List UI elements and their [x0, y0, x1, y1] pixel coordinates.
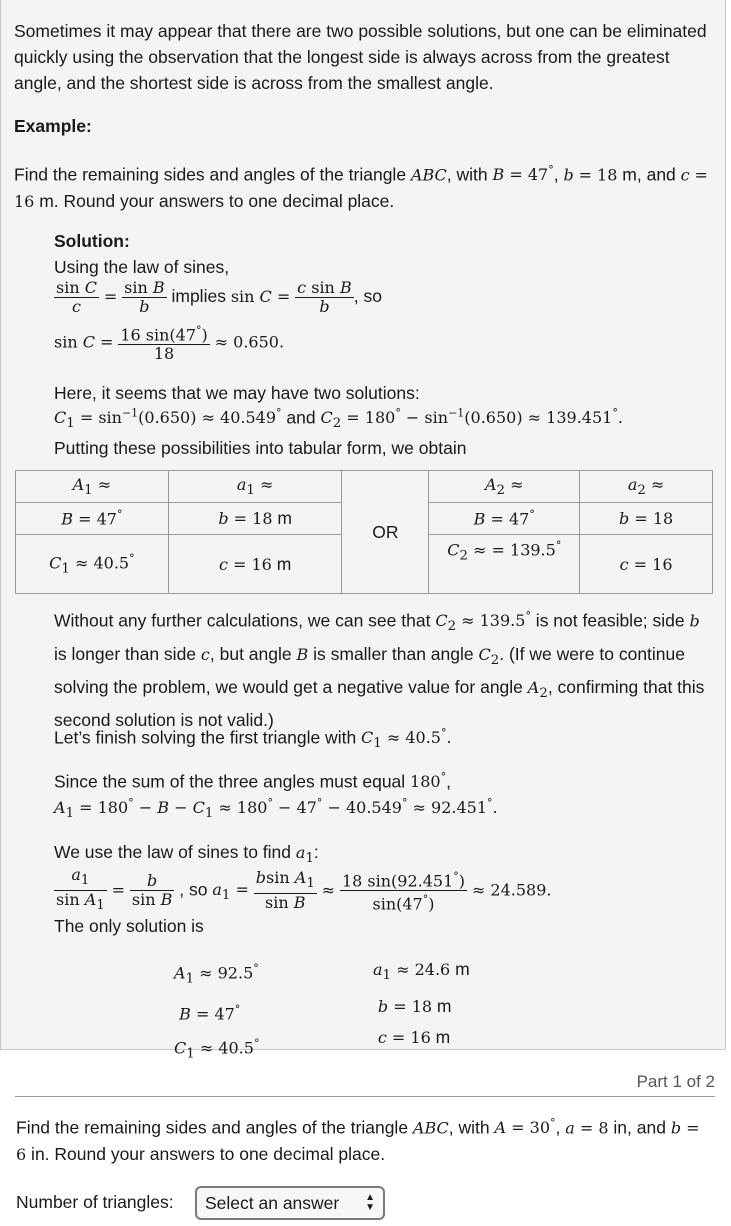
- intro-text: Sometimes it may appear that there are two possible solutions, but one can be eliminated quickly using the observation that the longest side is always across from the greatest angle, and the shortest side is across from the smallest angle.: [14, 21, 707, 93]
- sum-text: Since the sum of the three angles must equal 180°,: [54, 771, 451, 792]
- final-a1: $a_1 \approx 24.6$ m: [373, 959, 470, 984]
- A1-calc: $A_1 = 180^\circ - B - C_1 \approx 180^\circ - 47^\circ - 40.549^\circ \approx 92.451^\circ$.: [54, 797, 498, 822]
- final-c: c = 16 m: [377, 1027, 451, 1048]
- updown-arrow-icon: ▲ ▼: [365, 1192, 375, 1213]
- only-solution-text: The only solution is: [54, 916, 204, 936]
- final-A1: $A_1 \approx 92.5^\circ$: [174, 962, 259, 987]
- final-sides: [373, 954, 470, 1053]
- final-B: B = 47°: [179, 1002, 241, 1023]
- a1-equation: $\frac{a_1}{\sin A_1}$ = $\frac{b}{\text{sin B}}$ , so $a_1$ = $\frac{bsin A_1}{\text{sin B}}$ ≈ $\frac{18 \sin(92.451^\circ)}{\sin(47^\circ)}$ ≈ 24.589.: [56, 865, 552, 914]
- table-cell: b = 18 m: [168, 503, 342, 535]
- num-triangles-label: Number of triangles:: [16, 1192, 174, 1212]
- solutions-table: [15, 470, 713, 594]
- infeasible-text: Without any further calculations, we can see that $C_2 \approx 139.5^\circ$ is not feasible; side b is longer than side c, but angle B is smaller than angle $C_2$. (If we were to continue solving the problem, we would get a negative value for angle $A_2$, confirming that this second solution is not valid.): [54, 610, 705, 730]
- question-text: Find the remaining sides and angles of the triangle ABC, with A = 30°, a = 8 in, and b = 6 in. Round your answers to one decimal place.: [16, 1117, 700, 1165]
- tabular-intro: Putting these possibilities into tabular form, we obtain: [54, 438, 467, 458]
- or-label: OR: [372, 521, 399, 542]
- table-cell: b = 18: [580, 503, 713, 535]
- example-problem: Find the remaining sides and angles of the triangle ABC, with B = 47°, b = 18 m, and c = 16 m. Round your answers to one decimal place.: [14, 164, 708, 212]
- table-cell: $C_1 \approx 40.5^\circ$: [16, 535, 169, 594]
- finish-text: Let’s finish solving the first triangle with $C_1 \approx 40.5^\circ$.: [54, 727, 452, 752]
- final-b: b = 18 m: [377, 996, 452, 1017]
- law-of-sines-equation: $\frac{\text{sin C}}{c}$ = $\frac{\text{sin B}}{b}$ implies sin C = $\frac{\text{c sin B}}{b}$ , so: [56, 278, 382, 316]
- two-solutions-intro: Here, it seems that we may have two solutions:: [54, 383, 420, 403]
- table-cell: c = 16 m: [168, 535, 342, 594]
- num-triangles-select[interactable]: [195, 1186, 385, 1220]
- or-cell: [342, 471, 429, 594]
- example-label: Example:: [14, 116, 92, 136]
- table-cell: $A_1$ ≈: [16, 471, 169, 503]
- final-C1: $C_1 \approx 40.5^\circ$: [174, 1036, 260, 1062]
- law-intro: Using the law of sines,: [54, 257, 230, 277]
- table-cell: B = 47°: [16, 503, 169, 535]
- table-cell: $C_2$ ≈ = 139.5°: [429, 535, 580, 594]
- table-cell: B = 47°: [429, 503, 580, 535]
- sinC-equation: sin C = $\frac{16 \sin(47^\circ)}{18}$ ≈ 0.650.: [54, 324, 285, 364]
- two-solutions-expr: $C_1 = \sin^{-1}(0.650) \approx 40.549^\circ$ and $C_2 = 180^\circ - \sin^{-1}(0.650) \approx 139.451^\circ$.: [54, 407, 623, 432]
- select-value: Select an answer: [205, 1193, 340, 1213]
- table-row: [16, 471, 713, 503]
- table-cell: $A_2$ ≈: [429, 471, 580, 503]
- table-cell: c = 16: [580, 535, 713, 594]
- solution-label: Solution:: [54, 231, 130, 251]
- divider: [15, 1096, 715, 1097]
- table-cell: $a_1$ ≈: [168, 471, 342, 503]
- table-cell: $a_2$ ≈: [580, 471, 713, 503]
- part-label: Part 1 of 2: [636, 1072, 715, 1091]
- final-angles: [174, 954, 259, 1069]
- law-a1-intro: We use the law of sines to find $a_1$:: [54, 842, 319, 867]
